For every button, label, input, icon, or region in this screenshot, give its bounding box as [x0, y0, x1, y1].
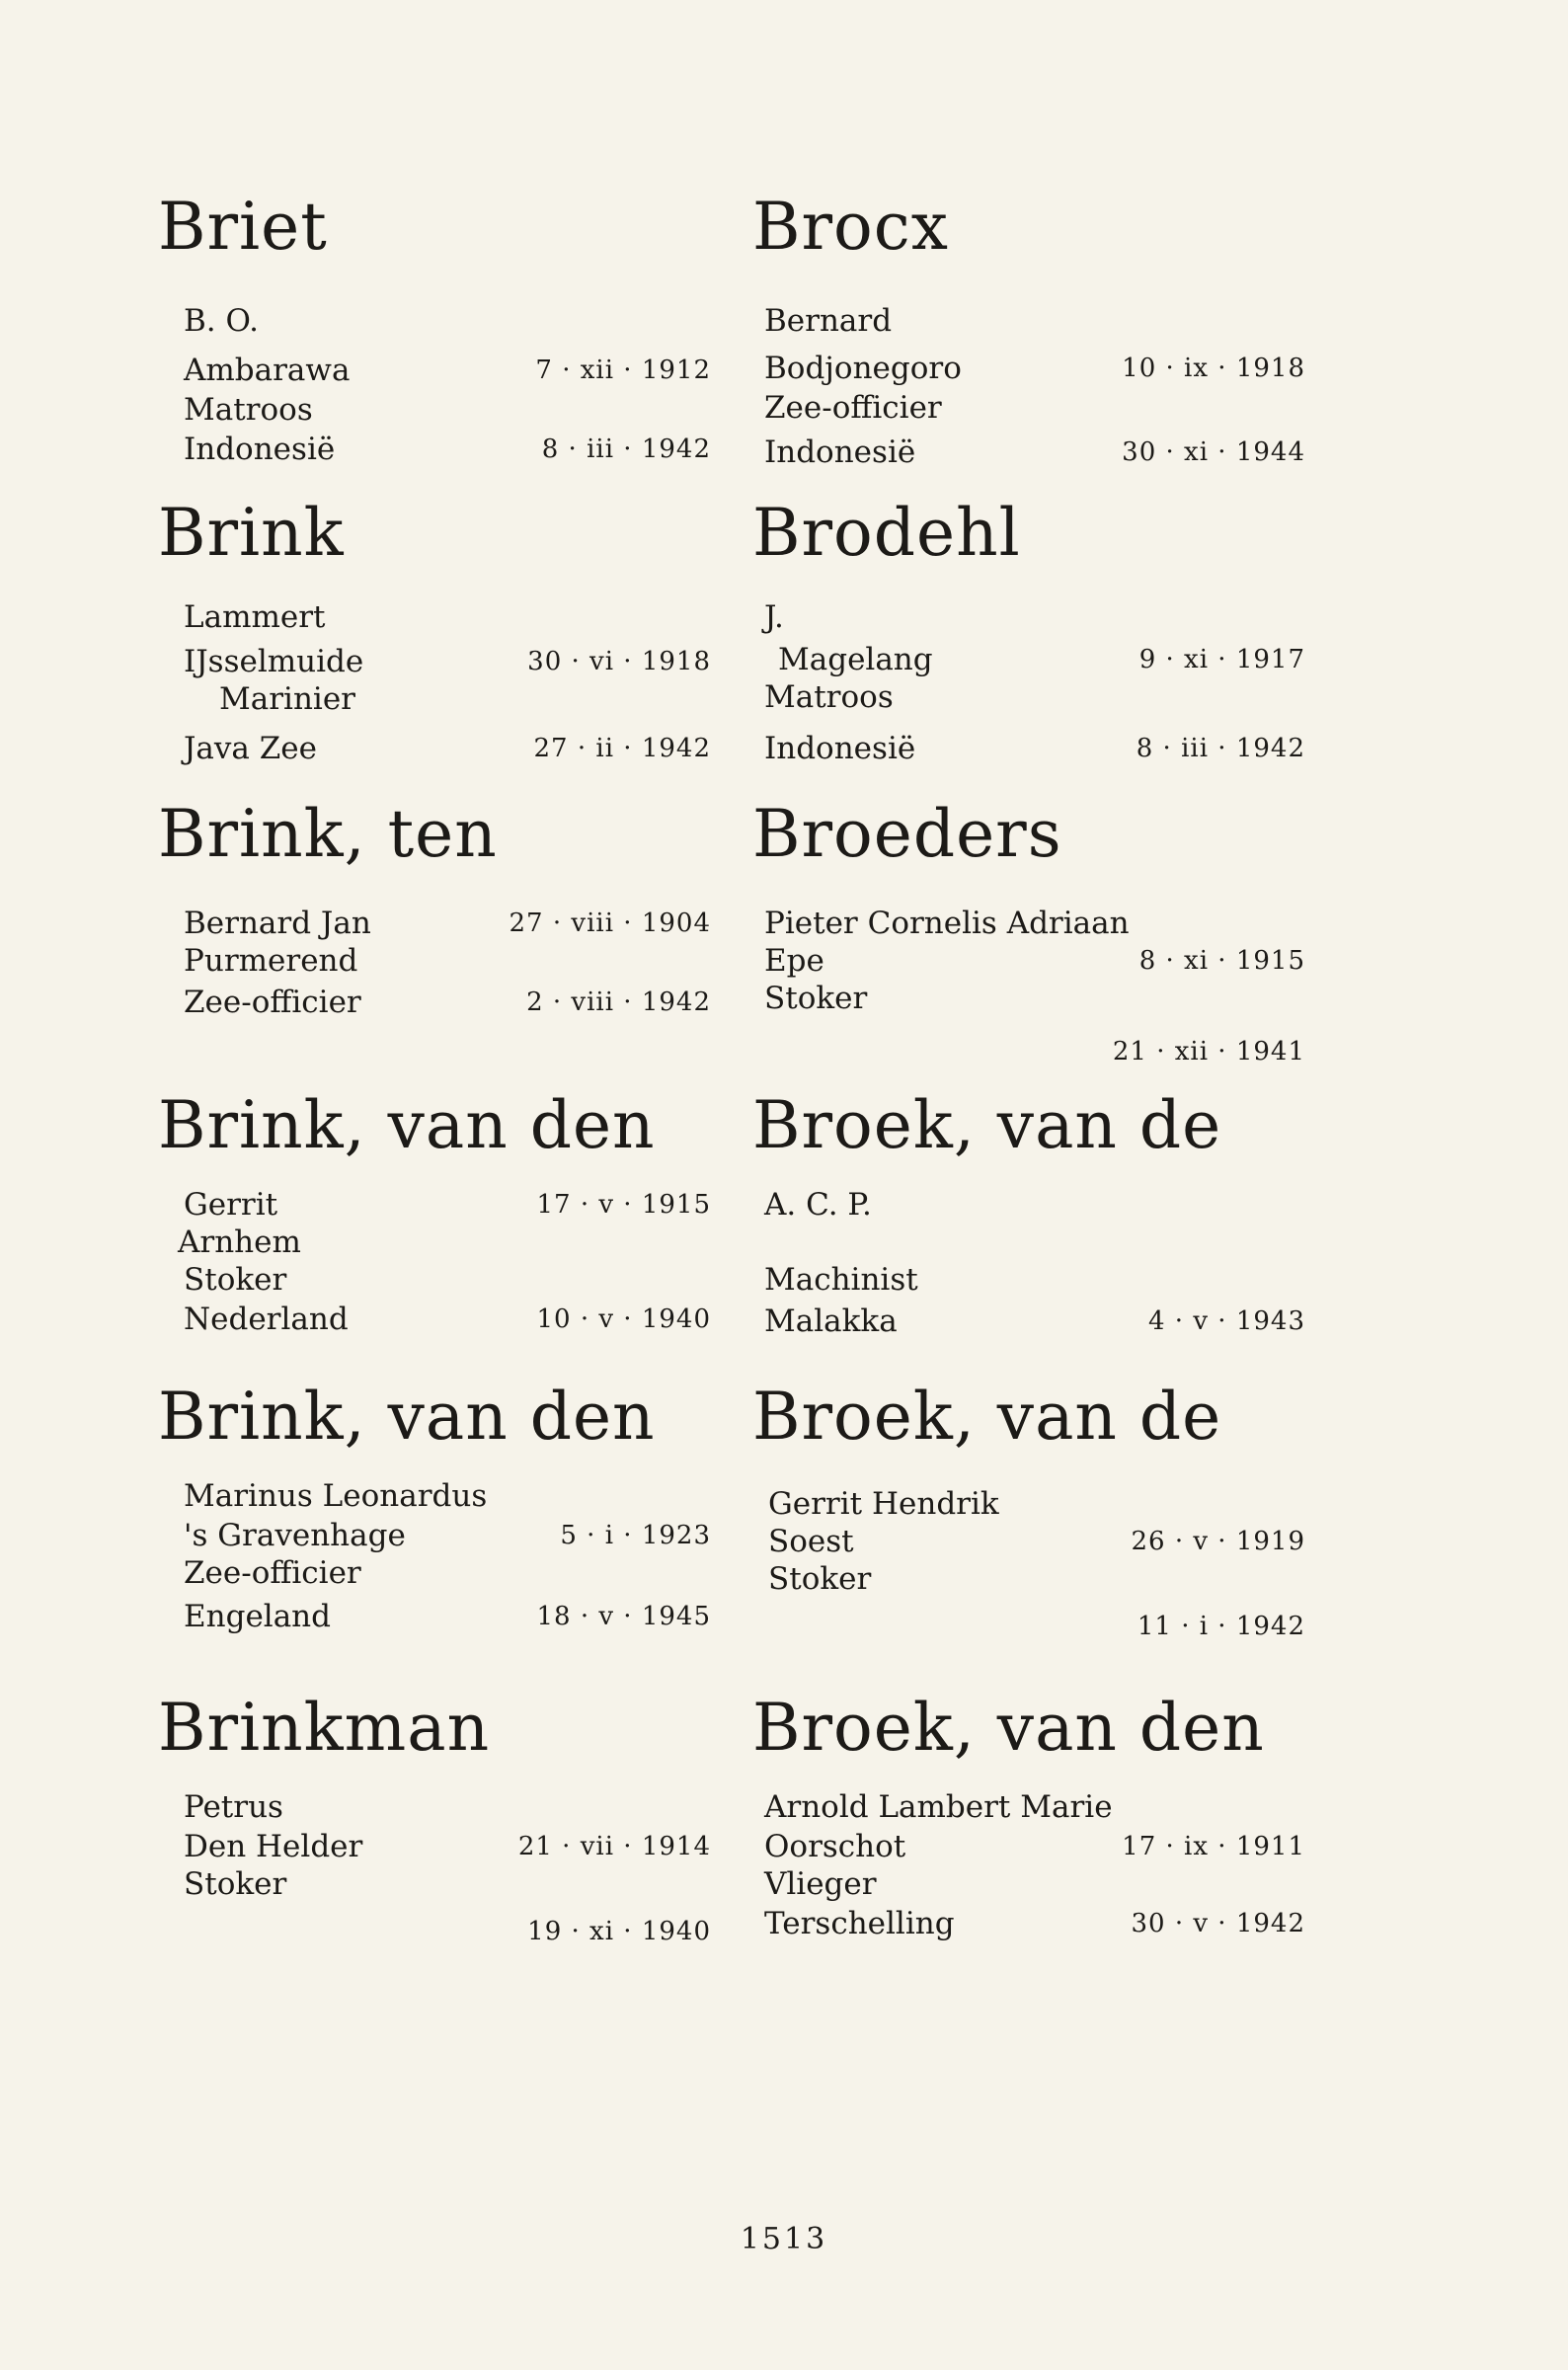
entry-row-text: Lammert — [184, 599, 326, 635]
entry-row-date: 30 · vi · 1918 — [527, 647, 711, 676]
entry-row — [764, 388, 1305, 428]
entry-row-date: 30 · v · 1942 — [1131, 1909, 1305, 1938]
entry-row — [178, 1223, 711, 1262]
entry-row-date: 2 · viii · 1942 — [526, 988, 711, 1017]
entry-row-date: 4 · v · 1943 — [1148, 1306, 1305, 1336]
entry-row-text: Epe — [764, 943, 824, 979]
entry-row-text: 's Gravenhage — [184, 1518, 406, 1553]
entry-row-text: Stoker — [768, 1561, 872, 1597]
entry — [752, 795, 1305, 1091]
entry-row — [184, 1597, 711, 1636]
entry-row — [764, 433, 1305, 472]
entry-row — [764, 1864, 1305, 1904]
entry — [158, 188, 711, 484]
entry-row-text: B. O. — [184, 303, 259, 339]
entry-row — [184, 1185, 711, 1224]
entry-row-text: Zee-officier — [184, 1555, 361, 1591]
entry-row-text: Arnold Lambert Marie — [764, 1789, 1113, 1825]
entry-surname: Broek, van de — [752, 1087, 1222, 1163]
entry — [752, 1378, 1305, 1674]
entry-row — [764, 349, 1305, 388]
entry-row-date: 7 · xii · 1912 — [535, 356, 711, 385]
entry-row — [184, 642, 711, 681]
entry-row-text: Bernard Jan — [184, 906, 371, 941]
entry-row — [184, 1912, 711, 1951]
entry-row-text: Matroos — [184, 392, 313, 428]
entry-row — [768, 1607, 1305, 1646]
entry-row — [184, 983, 711, 1022]
entry-row-text: Malakka — [764, 1304, 898, 1339]
entry-row — [184, 1476, 711, 1516]
entry-row-text: Marinus Leonardus — [184, 1478, 488, 1514]
entry-row-text: Indonesië — [764, 731, 916, 766]
entry-row — [184, 301, 711, 341]
entry-surname: Brink, van den — [158, 1379, 656, 1455]
entry-row-date: 17 · v · 1915 — [536, 1190, 711, 1220]
entry-row-date: 8 · xi · 1915 — [1138, 946, 1305, 976]
entry-row-text: IJsselmuide — [184, 644, 364, 679]
entry-row-text: Ambarawa — [184, 353, 351, 388]
entry-row-text: Java Zee — [184, 731, 317, 766]
entry-row-date: 21 · xii · 1941 — [1112, 1037, 1305, 1066]
entry-row-text: Soest — [768, 1524, 854, 1559]
entry-row — [764, 979, 1305, 1018]
entry-row — [764, 1032, 1305, 1071]
entry-row-text: Zee-officier — [184, 985, 361, 1020]
entry-row — [768, 1484, 1305, 1524]
entry-row — [184, 430, 711, 469]
entry-row — [778, 640, 1305, 679]
entry-row — [764, 1787, 1305, 1827]
entry-row — [764, 904, 1305, 943]
entry-row — [768, 1559, 1305, 1599]
entry — [752, 188, 1305, 484]
entry-row — [764, 1904, 1305, 1943]
entry-row — [764, 1223, 1305, 1262]
entry-row-date: 19 · xi · 1940 — [527, 1917, 711, 1946]
entry-row-text: Petrus — [184, 1789, 283, 1825]
entry-surname: Brink — [158, 495, 345, 571]
entry — [158, 494, 711, 790]
entry-row — [764, 677, 1305, 717]
entry-row-date: 10 · ix · 1918 — [1122, 354, 1305, 383]
entry-row-text: J. — [764, 599, 784, 635]
entry-surname: Brinkman — [158, 1690, 491, 1766]
entry-row-text: Gerrit — [184, 1187, 278, 1223]
entry-row-text: Machinist — [764, 1262, 918, 1298]
entry-row-text: Den Helder — [184, 1829, 363, 1864]
entry — [158, 1689, 711, 1985]
entry-row — [184, 1827, 711, 1866]
entry-row-text: Gerrit Hendrik — [768, 1486, 999, 1522]
entry — [158, 1086, 711, 1382]
entry-row — [184, 351, 711, 390]
entry-row-date: 18 · v · 1945 — [536, 1602, 711, 1631]
entry-surname: Brink, ten — [158, 796, 498, 872]
entry-row-text: Stoker — [184, 1262, 287, 1298]
entry-row-date: 27 · ii · 1942 — [533, 734, 711, 763]
entry-row-text: Marinier — [219, 681, 356, 717]
entry-row-date: 8 · iii · 1942 — [541, 434, 711, 464]
entry-row-date: 11 · i · 1942 — [1137, 1612, 1305, 1641]
entry-row — [184, 390, 711, 430]
entry — [752, 494, 1305, 790]
entry-row — [184, 904, 711, 943]
entry-row — [184, 1300, 711, 1339]
entry-row-text: Zee-officier — [764, 390, 942, 426]
entry-row-text: Pieter Cornelis Adriaan — [764, 906, 1130, 941]
entry-row — [184, 1553, 711, 1593]
entry-row — [764, 1185, 1305, 1224]
entry-row — [764, 301, 1305, 341]
entry-row-date: 9 · xi · 1917 — [1138, 645, 1305, 674]
entry-row — [764, 729, 1305, 768]
entry-row — [184, 597, 711, 637]
entry-row-text: A. C. P. — [764, 1187, 872, 1223]
entry-surname: Broeders — [752, 796, 1062, 872]
entry-row — [764, 941, 1305, 981]
entry-row-date: 26 · v · 1919 — [1131, 1527, 1305, 1556]
entry-row — [184, 1787, 711, 1827]
entry-row-text: Indonesië — [184, 432, 336, 467]
entry-row-date: 27 · viii · 1904 — [509, 908, 711, 938]
entry-row-text: Engeland — [184, 1599, 331, 1634]
entry-surname: Brodehl — [752, 495, 1021, 571]
entry-surname: Brocx — [752, 189, 949, 265]
entry-surname: Briet — [158, 189, 328, 265]
entry-row — [184, 1864, 711, 1904]
entry-row-date: 10 · v · 1940 — [536, 1304, 711, 1334]
entry-row-date: 17 · ix · 1911 — [1122, 1832, 1305, 1861]
entry-row — [764, 1302, 1305, 1341]
entry-row-date: 21 · vii · 1914 — [517, 1832, 711, 1861]
entry — [752, 1689, 1305, 1985]
entry-row — [768, 1522, 1305, 1561]
entry-row-text: Stoker — [764, 981, 868, 1016]
entry-row — [184, 729, 711, 768]
entry — [158, 1378, 711, 1674]
entry-surname: Broek, van den — [752, 1690, 1265, 1766]
entry — [752, 1086, 1305, 1382]
entry-row — [184, 1516, 711, 1555]
entry-row-text: Nederland — [184, 1302, 349, 1337]
entry-row-text: Terschelling — [764, 1906, 955, 1941]
page-number: 1513 — [740, 2222, 828, 2256]
entry-row — [219, 679, 711, 719]
entry — [158, 795, 711, 1091]
entry-row-text: Oorschot — [764, 1829, 906, 1864]
entry-row-text: Vlieger — [764, 1866, 877, 1902]
entry-row — [184, 941, 711, 981]
entry-row-text: Bernard — [764, 303, 893, 339]
entry-row — [764, 597, 1305, 637]
entry-row-date: 5 · i · 1923 — [560, 1521, 711, 1550]
entry-row — [764, 1260, 1305, 1300]
entry-row-text: Matroos — [764, 679, 894, 715]
entry-row-text: Arnhem — [178, 1224, 301, 1260]
entry-row-text: Bodjonegoro — [764, 351, 962, 386]
entry-row-date: 30 · xi · 1944 — [1122, 437, 1305, 467]
entry-row-text: Purmerend — [184, 943, 358, 979]
entry-row — [184, 1260, 711, 1300]
entry-surname: Brink, van den — [158, 1087, 656, 1163]
entry-row-text: Stoker — [184, 1866, 287, 1902]
entry-row-text: Indonesië — [764, 434, 916, 470]
entry-row — [764, 1827, 1305, 1866]
entry-surname: Broek, van de — [752, 1379, 1222, 1455]
entry-row-text: Magelang — [778, 642, 933, 677]
entry-row-date: 8 · iii · 1942 — [1136, 734, 1305, 763]
